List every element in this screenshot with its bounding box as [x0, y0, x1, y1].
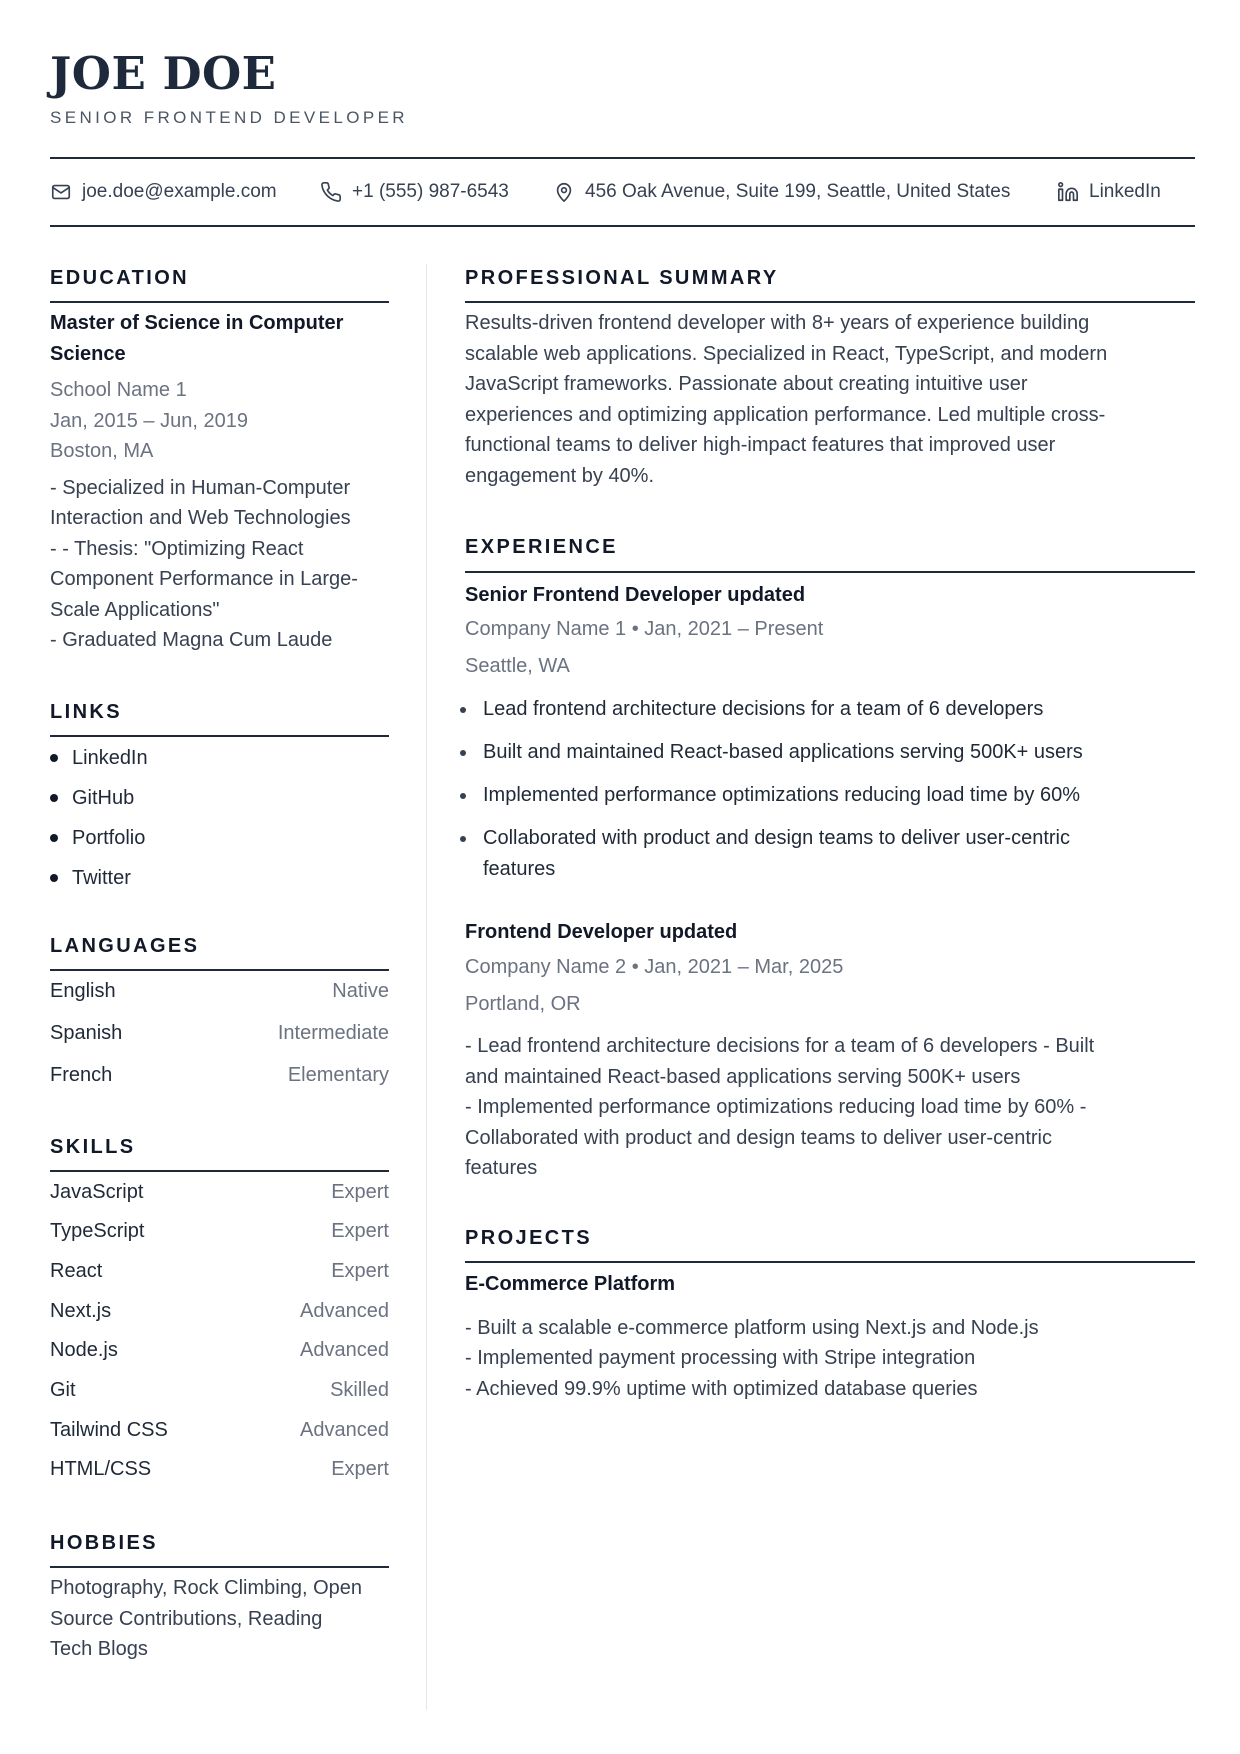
candidate-name: JOE DOE — [50, 47, 277, 100]
link-twitter[interactable] — [50, 865, 131, 891]
bullet-dot — [50, 794, 58, 802]
skill-level: Expert — [331, 1220, 389, 1242]
link-label: LinkedIn — [72, 747, 148, 769]
job-company-dates: Company Name 2 • Jan, 2021 – Mar, 2025 — [465, 956, 844, 978]
language-level: Native — [332, 980, 389, 1002]
skill-level: Expert — [331, 1260, 389, 1282]
job-bullet: Collaborated with product and design teams to deliver user-centric — [460, 823, 1160, 854]
job-bullet: Built and maintained React-based applications serving 500K+ users — [460, 737, 1160, 768]
language-level: Intermediate — [277, 1022, 389, 1044]
contact-address — [553, 179, 1010, 205]
summary-heading: PROFESSIONAL SUMMARY — [465, 267, 779, 289]
links-rule — [50, 735, 389, 737]
job-location: Seattle, WA — [465, 655, 570, 677]
header-divider-top — [50, 157, 1195, 159]
job-title: Frontend Developer updated — [465, 921, 738, 943]
skill-name: JavaScript — [50, 1181, 144, 1203]
contact-linkedin[interactable] — [1057, 179, 1161, 205]
skill-level: Advanced — [300, 1339, 389, 1361]
experience-rule — [465, 571, 1195, 573]
skills-heading: SKILLS — [50, 1136, 136, 1158]
education-detail: - Specialized in Human-Computer — [50, 477, 351, 499]
language-row — [50, 978, 389, 1004]
skill-row — [50, 1456, 389, 1482]
job-description: Collaborated with product and design teams to deliver user-centric — [465, 1127, 1052, 1149]
job-bullet: Lead frontend architecture decisions for a team of 6 developers — [460, 694, 1160, 725]
language-row — [50, 1062, 389, 1088]
education-degree-cont: Science — [50, 343, 126, 365]
skill-name: Tailwind CSS — [50, 1419, 168, 1441]
education-detail: Scale Applications" — [50, 599, 220, 621]
language-name: Spanish — [50, 1022, 123, 1044]
skill-name: Git — [50, 1379, 76, 1401]
skill-level: Advanced — [300, 1419, 389, 1441]
skill-name: Next.js — [50, 1300, 112, 1322]
skill-name: TypeScript — [50, 1220, 145, 1242]
summary-text: functional teams to deliver high-impact features that improved user — [465, 434, 1056, 456]
contact-email-text: joe.doe@example.com — [82, 181, 277, 202]
mail-icon — [50, 181, 72, 203]
job-location: Portland, OR — [465, 993, 581, 1015]
links-heading: LINKS — [50, 701, 122, 723]
skill-level: Expert — [331, 1458, 389, 1480]
contact-phone[interactable] — [320, 179, 509, 205]
education-school: School Name 1 — [50, 379, 187, 401]
summary-text: experiences and optimizing application performance. Led multiple cross- — [465, 404, 1106, 426]
job-description: and maintained React-based applications serving 500K+ users — [465, 1066, 1021, 1088]
job-bullet-cont: features — [483, 858, 556, 880]
projects-heading: PROJECTS — [465, 1227, 593, 1249]
language-row — [50, 1020, 389, 1046]
summary-text: JavaScript frameworks. Passionate about creating intuitive user — [465, 373, 1028, 395]
hobbies-text: Source Contributions, Reading — [50, 1608, 323, 1630]
language-level: Elementary — [287, 1064, 389, 1086]
bullet-dot — [50, 754, 58, 762]
hobbies-heading: HOBBIES — [50, 1532, 158, 1554]
language-name: English — [50, 980, 116, 1002]
skill-row — [50, 1179, 389, 1205]
hobbies-text: Photography, Rock Climbing, Open — [50, 1577, 363, 1599]
link-label: Twitter — [72, 867, 131, 889]
project-detail: - Implemented payment processing with Stripe integration — [465, 1347, 976, 1369]
skill-name: HTML/CSS — [50, 1458, 152, 1480]
header-divider-bottom — [50, 225, 1195, 227]
map-pin-icon — [553, 181, 575, 203]
job-description: features — [465, 1157, 538, 1179]
skill-row — [50, 1298, 389, 1324]
education-detail: - - Thesis: "Optimizing React — [50, 538, 304, 560]
contact-address-text: 456 Oak Avenue, Suite 199, Seattle, United States — [585, 181, 1011, 202]
column-divider — [426, 264, 427, 1710]
summary-rule — [465, 301, 1195, 303]
education-heading: EDUCATION — [50, 267, 190, 289]
education-detail: Component Performance in Large- — [50, 568, 358, 590]
skill-level: Advanced — [300, 1300, 389, 1322]
bullet-dot — [50, 834, 58, 842]
skill-row — [50, 1258, 389, 1284]
skills-rule — [50, 1170, 389, 1172]
language-name: French — [50, 1064, 113, 1086]
summary-text: Results-driven frontend developer with 8+ years of experience building — [465, 312, 1090, 334]
phone-icon — [320, 181, 342, 203]
education-rule — [50, 301, 389, 303]
job-bullet: Implemented performance optimizations reducing load time by 60% — [460, 780, 1160, 811]
contact-phone-text: +1 (555) 987-6543 — [352, 181, 509, 202]
skill-name: Node.js — [50, 1339, 118, 1361]
project-detail: - Built a scalable e-commerce platform using Next.js and Node.js — [465, 1317, 1039, 1339]
contact-email[interactable] — [50, 179, 277, 205]
education-detail: - Graduated Magna Cum Laude — [50, 629, 333, 651]
education-degree: Master of Science in Computer — [50, 312, 344, 334]
skill-name: React — [50, 1260, 103, 1282]
skill-level: Expert — [331, 1181, 389, 1203]
projects-rule — [465, 1261, 1195, 1263]
contact-linkedin-text: LinkedIn — [1089, 181, 1161, 202]
experience-heading: EXPERIENCE — [465, 536, 618, 558]
job-title: Senior Frontend Developer updated — [465, 584, 806, 606]
hobbies-rule — [50, 1566, 389, 1568]
summary-text: engagement by 40%. — [465, 465, 655, 487]
languages-rule — [50, 969, 389, 971]
link-label: Portfolio — [72, 827, 146, 849]
hobbies-text: Tech Blogs — [50, 1638, 148, 1660]
skill-row — [50, 1218, 389, 1244]
job-description: - Lead frontend architecture decisions for a team of 6 developers - Built — [465, 1035, 1095, 1057]
job-description: - Implemented performance optimizations reducing load time by 60% - — [465, 1096, 1087, 1118]
link-label: GitHub — [72, 787, 135, 809]
skill-level: Skilled — [330, 1379, 389, 1401]
education-location: Boston, MA — [50, 440, 154, 462]
link-portfolio[interactable] — [50, 825, 145, 851]
languages-heading: LANGUAGES — [50, 935, 200, 957]
skill-row — [50, 1377, 389, 1403]
bullet-dot — [50, 874, 58, 882]
job-company-dates: Company Name 1 • Jan, 2021 – Present — [465, 618, 824, 640]
link-linkedin[interactable] — [50, 745, 148, 771]
education-detail: Interaction and Web Technologies — [50, 507, 351, 529]
link-github[interactable] — [50, 785, 134, 811]
project-name: E-Commerce Platform — [465, 1273, 676, 1295]
summary-text: scalable web applications. Specialized in React, TypeScript, and modern — [465, 343, 1108, 365]
project-detail: - Achieved 99.9% uptime with optimized database queries — [465, 1378, 978, 1400]
candidate-title: SENIOR FRONTEND DEVELOPER — [50, 108, 408, 127]
linkedin-icon — [1057, 181, 1079, 203]
skill-row — [50, 1337, 389, 1363]
skill-row — [50, 1417, 389, 1443]
education-dates: Jan, 2015 – Jun, 2019 — [50, 410, 248, 432]
